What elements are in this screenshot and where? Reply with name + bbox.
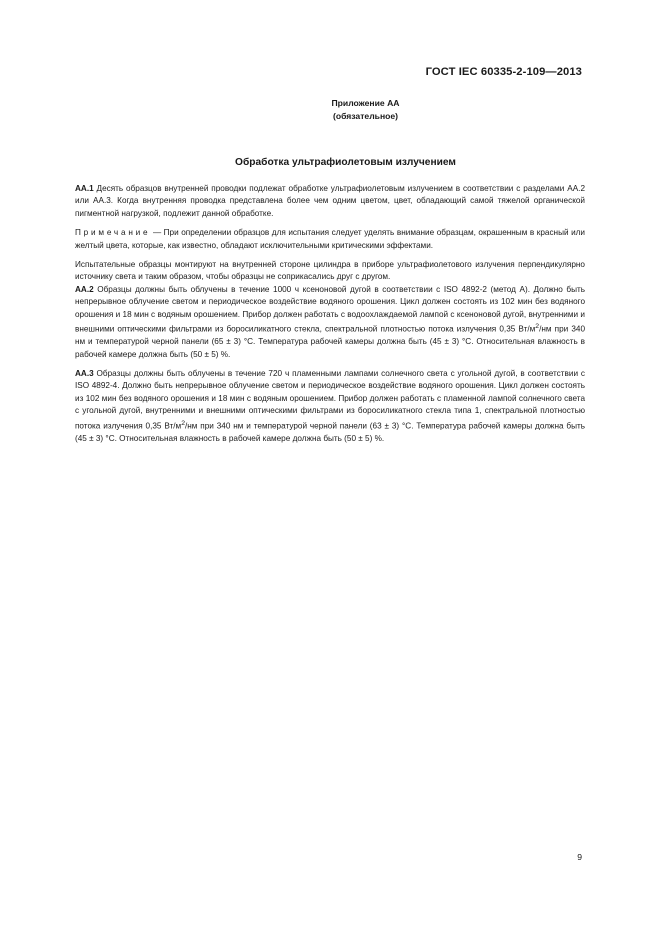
body-text: [75, 183, 585, 445]
paragraph-aa3: [75, 368, 585, 445]
paragraph-aa2-text-a: Образцы должны быть облучены в течение 1000 ч ксеноновой дугой в соответствии с ISO 4892-2 (метод А). Должно быть непрерывное облучение светом и периодическое воздействие водяного орошения. Цикл должен состоять из 102 мин без водяного орошения и 18 мин с водяным орошением. Прибор должен работать с водоохлаждаемой лампой с ксеноновой дугой, внутренними и внешними оптическими фильтрами из боросиликатного стекла, спектральной плотностью потока излучения 0,35 Вт/м: [75, 284, 585, 334]
paragraph-specimens-text: Испытательные образцы монтируют на внутренней стороне цилиндра в приборе ультрафиолетового излучения перпендикулярно источнику света и таким образом, чтобы образцы не соприкасались друг с другом.: [75, 260, 585, 282]
document-code: ГОСТ IEC 60335-2-109—2013: [425, 66, 582, 78]
clause-number-aa1: АА.1: [75, 184, 94, 193]
paragraph-specimens: [75, 259, 585, 284]
note-text: — При определении образцов для испытания следует уделять внимание образцам, окрашенным в красный или желтый цвета, которые, как известно, обладают исключительными критическими эффектами.: [75, 228, 585, 250]
note-label: Примечание: [75, 228, 151, 238]
paragraph-aa3-text-a: Образцы должны быть облучены в течение 720 ч пламенными лампами солнечного света с угольной дугой, в соответствии с ISO 4892-4. Должно быть непрерывное облучение светом и периодическое воздействие водяного орошения. Цикл должен состоять из 102 мин без водяного орошения и 18 мин с водяным орошением. Прибор должен работать с пламенной лампой солнечного света с угольной дугой, внутренними и внешними оптическими фильтрами из боросиликатного стекла типа 1, спектральной плотностью потока излучения 0,35 Вт/м: [75, 369, 585, 431]
note-paragraph: [75, 227, 585, 252]
annex-status: (обязательное): [332, 111, 399, 121]
section-title-wrapper: [0, 157, 661, 168]
paragraph-aa2-text-b: /нм при 340 нм и температурой черной панели (65 ± 3) °С. Температура рабочей камеры должна быть (45 ± 3) °С. Относительная влажность в рабочей камере должна быть (50 ± 5) %.: [75, 324, 585, 359]
paragraph-aa1: [75, 183, 585, 220]
paragraph-aa3-text-b: /нм при 340 нм и температурой черной панели (63 ± 3) °С. Температура рабочей камеры должна быть (45 ± 3) °С. Относительная влажность в рабочей камере должна быть (50 ± 5) %.: [75, 421, 585, 443]
paragraph-aa2: [75, 284, 585, 361]
clause-number-aa3: АА.3: [75, 369, 94, 379]
section-title: Обработка ультрафиолетовым излучением: [235, 157, 456, 168]
paragraph-aa2-superscript: 2: [535, 323, 540, 331]
paragraph-aa3-superscript: 2: [181, 419, 185, 427]
page-number: 9: [577, 852, 582, 862]
annex-title: Приложение АА: [331, 98, 400, 108]
annex-heading: [0, 97, 661, 123]
paragraph-aa1-text: Десять образцов внутренней проводки подлежат обработке ультрафиолетовым излучением в соответствии с разделами АА.2 или АА.3. Когда внутренняя проводка представлена более чем одним цветом, цвет, обладающий самой тяжелой органической пигментной нагрузкой, подлежит данной обработке.: [75, 184, 585, 218]
clause-number-aa2: АА.2: [75, 284, 94, 294]
